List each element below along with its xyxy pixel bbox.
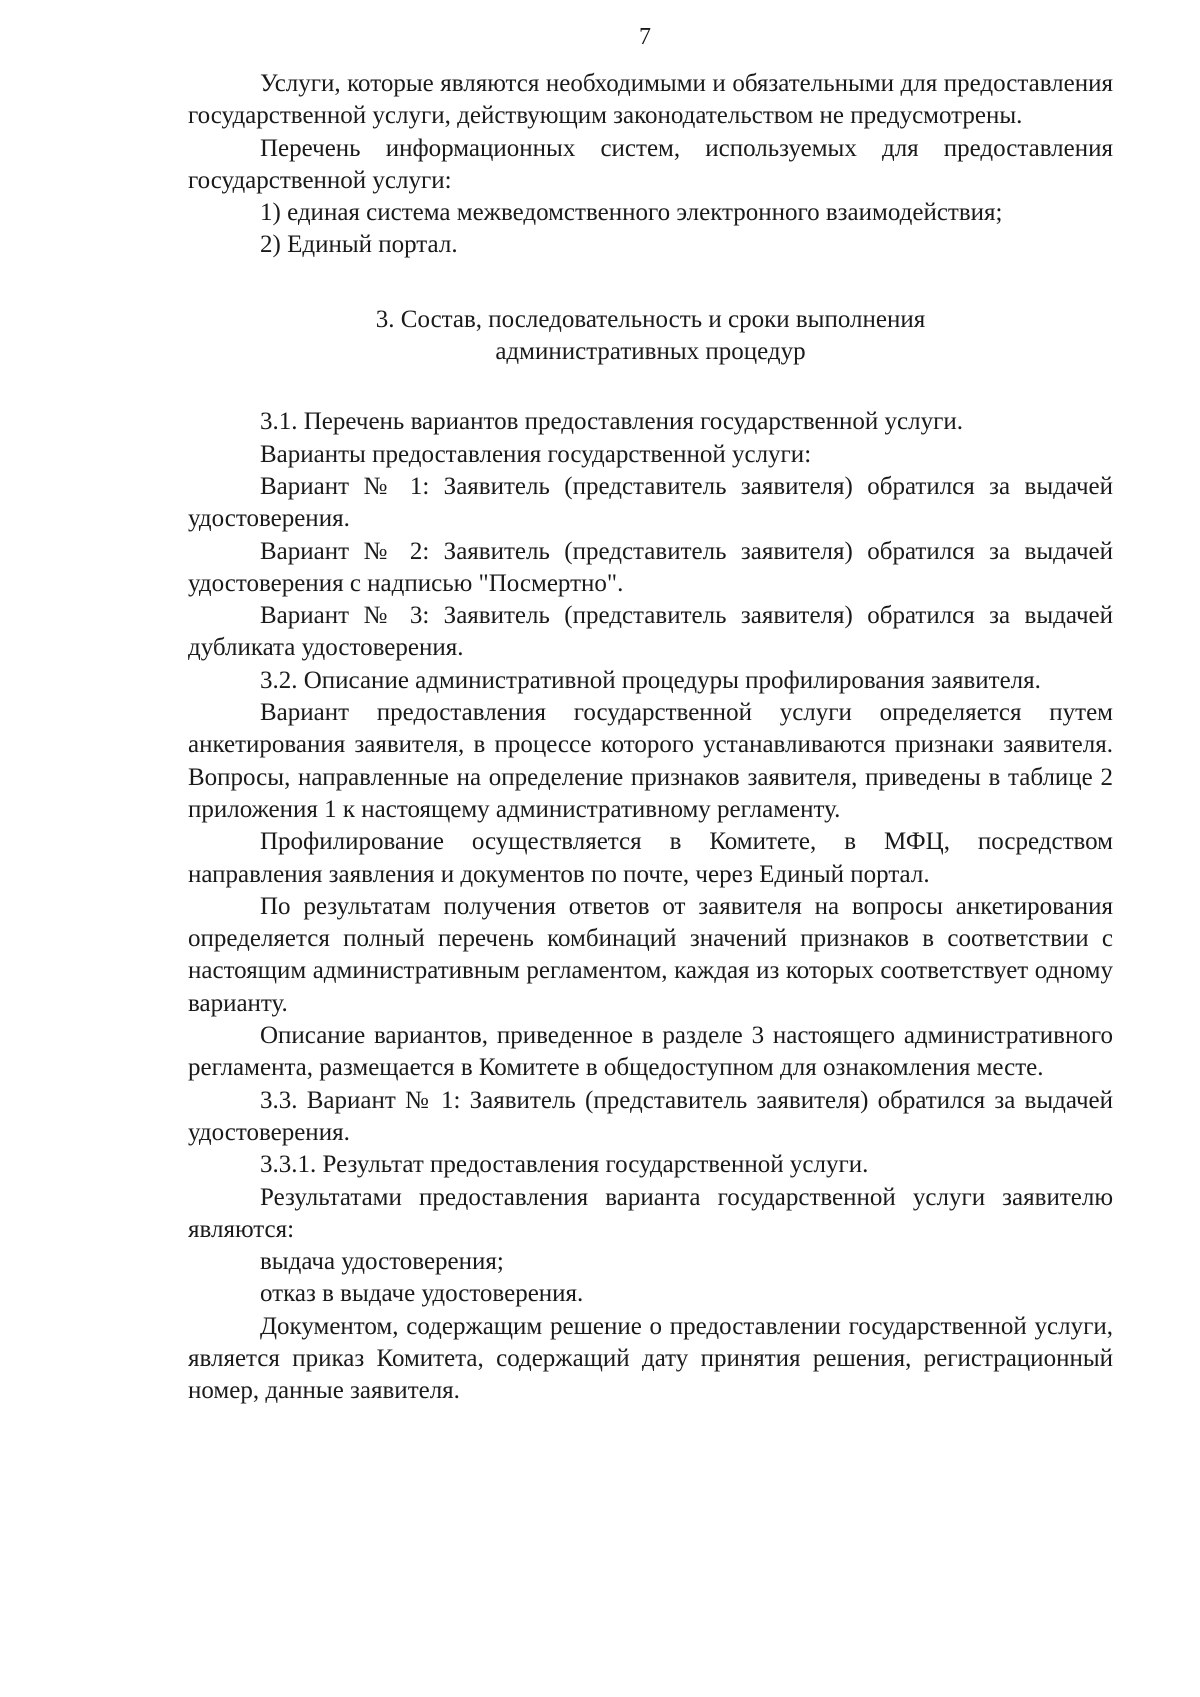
paragraph: 2) Единый портал. (260, 231, 458, 259)
paragraph: Услуги, которые являются необходимыми и обязательными для предоставления государственной услуги, действующим законодательством не предусмотрены. (188, 70, 1113, 130)
section-heading-line: административных процедур (495, 338, 806, 366)
paragraph: выдача удостоверения; (260, 1248, 504, 1276)
paragraph: Варианты предоставления государственной услуги: (260, 440, 812, 468)
paragraph: отказ в выдаче удостоверения. (260, 1280, 584, 1308)
paragraph: Вариант № 3: Заявитель (представитель заявителя) обратился за выдачей дубликата удостоверения. (188, 602, 1113, 662)
paragraph: Результатами предоставления варианта государственной услуги заявителю являются: (188, 1183, 1113, 1243)
paragraph: 3.1. Перечень вариантов предоставления государственной услуги. (260, 408, 963, 436)
paragraph: Документом, содержащим решение о предоставлении государственной услуги, является приказ Комитета, содержащий дату принятия решения, регистрационный номер, данные заявителя. (188, 1312, 1113, 1405)
paragraph: Описание вариантов, приведенное в разделе 3 настоящего административного регламента, размещается в Комитете в общедоступном для ознакомления месте. (188, 1022, 1113, 1082)
paragraph: По результатам получения ответов от заявителя на вопросы анкетирования определяется полный перечень комбинаций значений признаков в соответствии с настоящим административным регламентом, каждая из которых соответствует одному варианту. (188, 892, 1113, 1017)
paragraph: 3.3.1. Результат предоставления государственной услуги. (260, 1151, 869, 1179)
paragraph: Вариант № 1: Заявитель (представитель заявителя) обратился за выдачей удостоверения. (188, 472, 1113, 533)
section-heading-line: 3. Состав, последовательность и сроки выполнения (375, 305, 926, 333)
paragraph: 3.2. Описание административной процедуры профилирования заявителя. (260, 666, 1041, 694)
paragraph: 1) единая система межведомственного электронного взаимодействия; (260, 199, 1003, 227)
paragraph: Вариант № 2: Заявитель (представитель заявителя) обратился за выдачей удостоверения с надписью "Посмертно". (188, 537, 1113, 597)
document-body (188, 68, 1113, 1408)
section-heading (188, 304, 1113, 369)
paragraph: Вариант предоставления государственной услуги определяется путем анкетирования заявителя, в процессе которого устанавливаются признаки заявителя. Вопросы, направленные на определение признаков заявителя, приведены в таблице 2 приложения 1 к настоящему административному регламенту. (188, 699, 1113, 823)
paragraph: Профилирование осуществляется в Комитете, в МФЦ, посредством направления заявления и документов по почте, через Единый портал. (188, 828, 1113, 888)
paragraph: 3.3. Вариант № 1: Заявитель (представитель заявителя) обратился за выдачей удостоверения. (188, 1086, 1113, 1146)
paragraph: Перечень информационных систем, используемых для предоставления государственной услуги: (188, 134, 1113, 194)
page-number: 7 (639, 24, 651, 50)
